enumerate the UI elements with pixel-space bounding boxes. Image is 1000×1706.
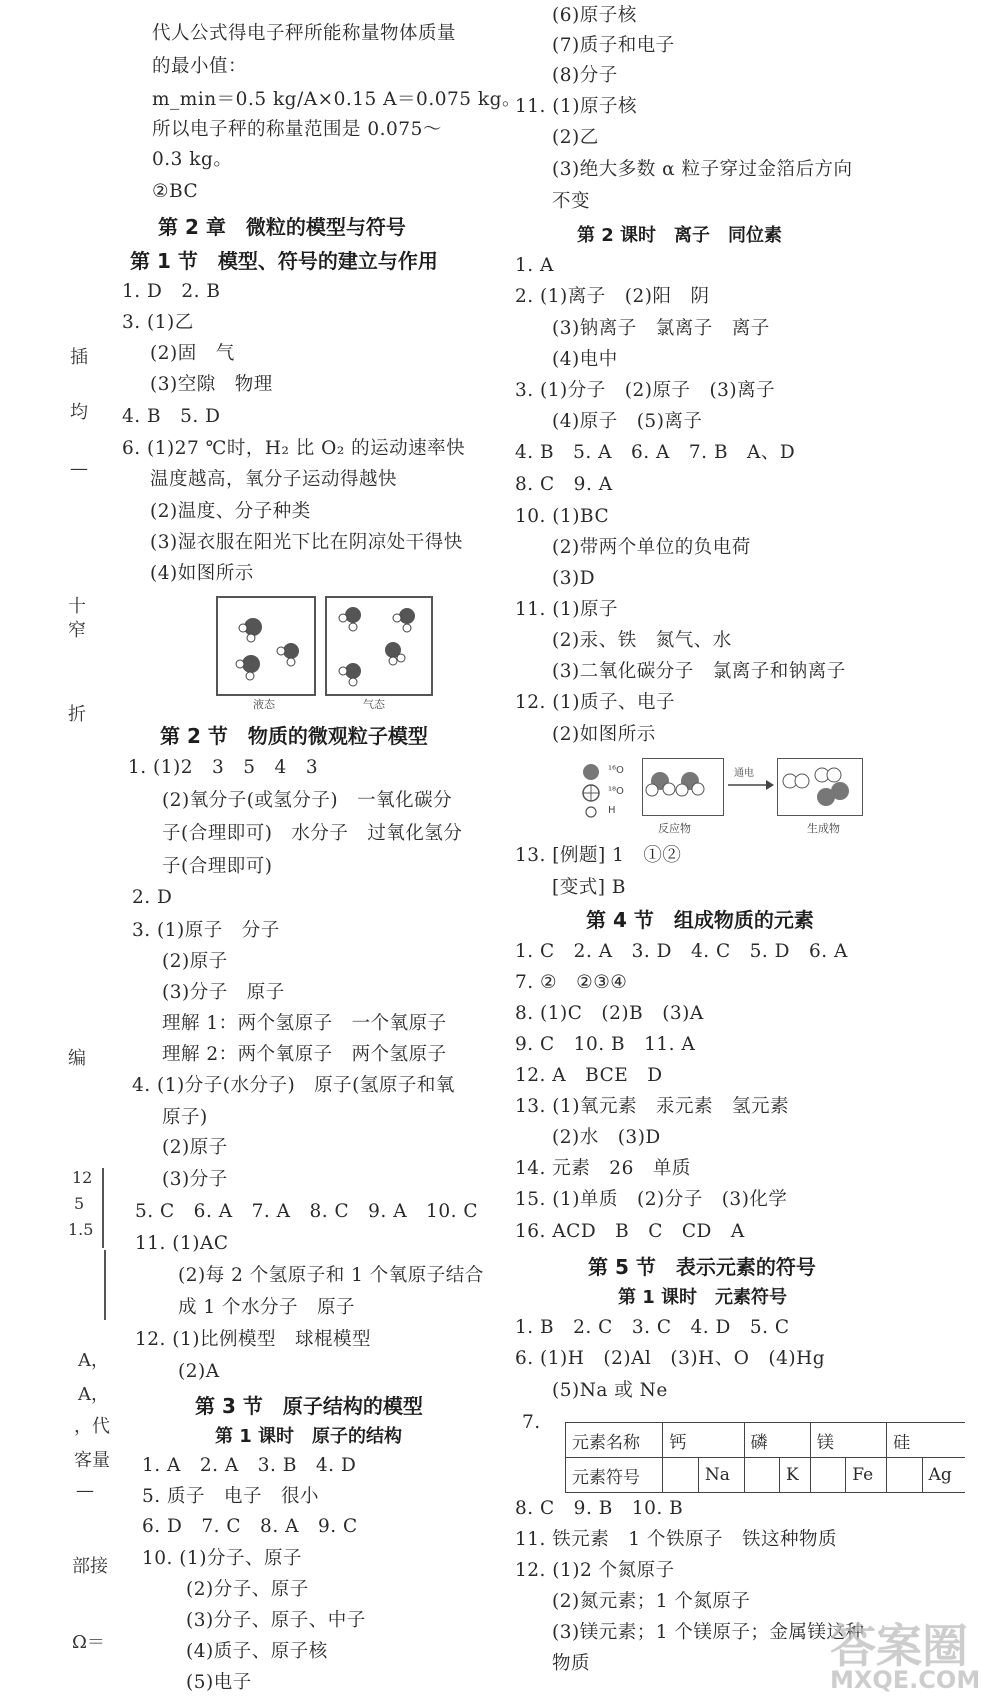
table-cell: Na (698, 1458, 744, 1493)
answer-line: (2)分子、原子 (186, 1579, 309, 1600)
legend-symbols (582, 760, 608, 820)
molecule (236, 655, 260, 680)
margin-fragment: — (70, 458, 88, 479)
table-cell: Fe (846, 1458, 887, 1493)
margin-fragment: 插 (70, 347, 88, 368)
answer-line: 6. D 7. C 8. A 9. C (142, 1516, 358, 1537)
answer-line: (2)每 2 个氢原子和 1 个氧原子结合 (178, 1265, 484, 1286)
text-line: 的最小值： (152, 56, 248, 77)
answer-line: 3. (1)分子 (2)原子 (3)离子 (515, 380, 776, 401)
answer-line: (4)原子 (5)离子 (552, 411, 703, 432)
text-line: 所以电子秤的称量范围是 0.075～ (152, 119, 442, 140)
margin-fragment: — (76, 1480, 94, 1501)
table-cell (698, 1423, 744, 1458)
answer-line: (2)A (178, 1361, 220, 1382)
answer-line: (2)原子 (162, 951, 228, 972)
answer-line: 15. (1)单质 (2)分子 (3)化学 (515, 1189, 788, 1210)
table-cell: 镁 (810, 1423, 845, 1458)
answer-line: 12. (1)比例模型 球棍模型 (135, 1329, 372, 1350)
table-cell: 硅 (887, 1423, 922, 1458)
margin-fragment: 客量 (74, 1450, 110, 1471)
margin-fragment: 5 (74, 1194, 85, 1213)
figure-caption: 生成物 (807, 822, 840, 835)
answer-line: 13. (1)氧元素 汞元素 氢元素 (515, 1096, 790, 1117)
table-row (566, 1423, 966, 1458)
answer-line: 10. (1)分子、原子 (142, 1548, 303, 1569)
legend-label: ¹⁸O (608, 786, 624, 797)
product-box (777, 758, 863, 816)
margin-fragment: 均 (70, 402, 88, 423)
lesson-title: 第 1 课时 元素符号 (618, 1287, 788, 1308)
table-cell: 元素名称 (566, 1423, 663, 1458)
table-cell: 磷 (744, 1423, 779, 1458)
section-title: 第 4 节 组成物质的元素 (586, 908, 814, 932)
margin-fragment: 编 (68, 1048, 86, 1069)
answer-line: 8. (1)C (2)B (3)A (515, 1003, 704, 1024)
answer-line: (3)D (552, 568, 596, 589)
text-line: ②BC (152, 181, 199, 202)
answer-line: (4)如图所示 (150, 563, 254, 584)
gas-molecules-diagram (327, 598, 431, 694)
answer-line: 理解 2：两个氧原子 两个氢原子 (162, 1044, 447, 1065)
table-cell (846, 1423, 887, 1458)
answer-line: 8. C 9. B 10. B (515, 1498, 684, 1519)
answer-line: 原子) (162, 1107, 208, 1128)
answer-line: 理解 1：两个氢原子 一个氧原子 (162, 1013, 447, 1034)
answer-line: 4. B 5. D (122, 406, 221, 427)
answer-line: 14. 元素 26 单质 (515, 1158, 691, 1179)
chapter-title: 第 2 章 微粒的模型与符号 (158, 215, 406, 239)
figure-liquid-state (216, 596, 316, 696)
figure-caption: 反应物 (658, 822, 691, 835)
margin-fragment: 12 (72, 1168, 93, 1187)
answer-line: 3. (1)原子 分子 (132, 920, 280, 941)
answer-line: (4)电中 (552, 349, 618, 370)
answer-line: (2)如图所示 (552, 724, 656, 745)
table-cell: K (779, 1458, 810, 1493)
molecule (393, 608, 415, 632)
answer-line: (8)分子 (552, 65, 618, 86)
reactant-box (642, 758, 724, 816)
answer-line: 12. A BCE D (515, 1065, 663, 1086)
molecule (339, 663, 361, 686)
answer-line: (2)氧分子(或氢分子) 一氧化碳分 (162, 790, 453, 811)
watermark-url: MXQE.COM (830, 1666, 981, 1694)
text-line: m_min＝0.5 kg/A×0.15 A＝0.075 kg。 (152, 89, 521, 110)
arrow-icon (728, 778, 774, 792)
answer-line: 11. (1)原子核 (515, 96, 638, 117)
text-line: 0.3 kg。 (152, 149, 233, 170)
answer-line: (6)原子核 (552, 5, 637, 26)
margin-fragment: ，代 (74, 1416, 110, 1437)
legend-label: ¹⁶O (608, 765, 624, 776)
answer-line: (2)汞、铁 氮气、水 (552, 630, 732, 651)
watermark-logo: 答案圈 (830, 1619, 968, 1673)
answer-line: (2)带两个单位的负电荷 (552, 537, 751, 558)
answer-line: (3)空隙 物理 (150, 374, 273, 395)
table-cell: 元素符号 (566, 1458, 663, 1493)
table-cell (887, 1458, 922, 1493)
answer-line: (3)分子 原子 (162, 982, 285, 1003)
answer-line: 不变 (552, 191, 591, 212)
reaction-figure (582, 760, 922, 840)
molecule (339, 607, 361, 631)
figure-caption: 液态 (253, 698, 275, 711)
table-cell: Ag (922, 1458, 965, 1493)
margin-fragment: 部接 (72, 1556, 108, 1577)
answer-line: 4. B 5. A 6. A 7. B A、D (515, 442, 796, 463)
answer-line: 3. (1)乙 (122, 312, 194, 333)
answer-line: (3)绝大多数 α 粒子穿过金箔后方向 (552, 159, 853, 180)
lesson-title: 第 1 课时 原子的结构 (215, 1426, 403, 1447)
answer-line: 8. C 9. A (515, 474, 613, 495)
section-title: 第 5 节 表示元素的符号 (588, 1255, 816, 1279)
table-cell (744, 1458, 779, 1493)
answer-line: 1. D 2. B (122, 281, 221, 302)
answer-line: 子(合理即可) 水分子 过氧化氢分 (162, 823, 463, 844)
answer-line: (3)钠离子 氯离子 离子 (552, 318, 770, 339)
molecule (239, 618, 262, 642)
answer-line: 12. (1)质子、电子 (515, 692, 676, 713)
margin-fragment: 折 (68, 704, 86, 725)
o18-symbol (583, 785, 599, 801)
right-column (500, 0, 1000, 1706)
figure-gas-state (325, 596, 433, 696)
liquid-molecules-diagram (218, 598, 314, 694)
answer-line: 6. (1)27 ℃时，H₂ 比 O₂ 的运动速率快 (122, 438, 466, 459)
h-symbol (586, 807, 596, 817)
answer-line: 5. C 6. A 7. A 8. C 9. A 10. C (135, 1201, 479, 1222)
table-cell (779, 1423, 810, 1458)
answer-line: 2. (1)离子 (2)阳 阴 (515, 286, 710, 307)
reactant-molecules (643, 759, 723, 815)
o16-symbol (583, 764, 599, 780)
figure-caption: 气态 (363, 698, 385, 711)
answer-line: 11. (1)AC (135, 1233, 229, 1254)
answer-line: 1. B 2. C 3. C 4. D 5. C (515, 1317, 790, 1338)
answer-line: 7. ② ②③④ (515, 972, 628, 993)
answer-line: [变式] B (552, 877, 626, 898)
answer-line: 7. (522, 1412, 541, 1433)
answer-line: (2)水 (3)D (552, 1127, 661, 1148)
answer-line: (2)温度、分子种类 (150, 501, 311, 522)
table-cell: 钙 (663, 1423, 698, 1458)
answer-line: 1. A (515, 255, 554, 276)
answer-line: 6. (1)H (2)Al (3)H、O (4)Hg (515, 1348, 826, 1369)
answer-line: 9. C 10. B 11. A (515, 1034, 696, 1055)
molecule (277, 643, 299, 666)
answer-line: 11. 铁元素 1 个铁原子 铁这种物质 (515, 1529, 837, 1550)
answer-line: 1. A 2. A 3. B 4. D (142, 1455, 357, 1476)
answer-line: 1. (1)2 3 5 4 3 (128, 757, 319, 778)
answer-line: (2)原子 (162, 1137, 228, 1158)
answer-line: 4. (1)分子(水分子) 原子(氢原子和氧 (132, 1075, 455, 1096)
answer-line: 5. 质子 电子 很小 (142, 1486, 320, 1507)
answer-line: (3)镁元素；1 个镁原子；金属镁这种 (552, 1622, 865, 1643)
section-title: 第 3 节 原子结构的模型 (195, 1394, 423, 1418)
answer-line: 2. D (132, 887, 173, 908)
answer-line: (3)分子、原子、中子 (186, 1610, 366, 1631)
table-cell (663, 1458, 698, 1493)
answer-line: 子(合理即可) (162, 856, 273, 877)
arrow-label: 通电 (734, 768, 754, 779)
answer-line: (2)乙 (552, 127, 599, 148)
answer-line: 温度越高，氧分子运动得越快 (150, 469, 398, 490)
table-cell (810, 1458, 845, 1493)
answer-line: (2)固 气 (150, 343, 235, 364)
section-title: 第 1 节 模型、符号的建立与作用 (130, 249, 438, 273)
product-molecules (778, 759, 862, 815)
answer-line: 11. (1)原子 (515, 599, 619, 620)
margin-table-fragment (68, 1168, 104, 1248)
lesson-title: 第 2 课时 离子 同位素 (577, 225, 783, 246)
answer-line: (3)分子 (162, 1169, 228, 1190)
answer-line: 1. C 2. A 3. D 4. C 5. D 6. A (515, 941, 848, 962)
table-cell (922, 1423, 965, 1458)
answer-line: (3)湿衣服在阳光下比在阴凉处干得快 (150, 532, 463, 553)
answer-line: 成 1 个水分子 原子 (178, 1297, 356, 1318)
answer-line: (7)质子和电子 (552, 35, 675, 56)
molecule (385, 642, 405, 665)
margin-fragment: 1.5 (68, 1220, 94, 1239)
margin-fragment: 十 (68, 596, 86, 617)
table-row (566, 1458, 966, 1493)
answer-line: (2)氮元素；1 个氮原子 (552, 1591, 751, 1612)
margin-box (72, 1250, 106, 1320)
margin-fragment: 窄 (68, 620, 86, 641)
answer-line: (3)二氧化碳分子 氯离子和钠离子 (552, 661, 846, 682)
element-table (565, 1422, 965, 1493)
section-title: 第 2 节 物质的微观粒子模型 (160, 724, 428, 748)
margin-fragment: A， (78, 1384, 109, 1405)
answer-line: (4)质子、原子核 (186, 1641, 328, 1662)
answer-line: 10. (1)BC (515, 506, 610, 527)
answer-line: 物质 (552, 1653, 591, 1674)
answer-line: 12. (1)2 个氮原子 (515, 1560, 675, 1581)
legend-label: H (608, 805, 616, 816)
margin-fragment: A， (78, 1350, 109, 1371)
answer-line: (5)Na 或 Ne (552, 1380, 668, 1401)
margin-fragment: Ω＝ (72, 1632, 105, 1653)
text-line: 代人公式得电子秤所能称量物体质量 (152, 23, 457, 44)
answer-line: (5)电子 (186, 1672, 252, 1693)
answer-line: 13. [例题] 1 ①② (515, 845, 682, 866)
answer-line: 16. ACD B C CD A (515, 1221, 745, 1242)
